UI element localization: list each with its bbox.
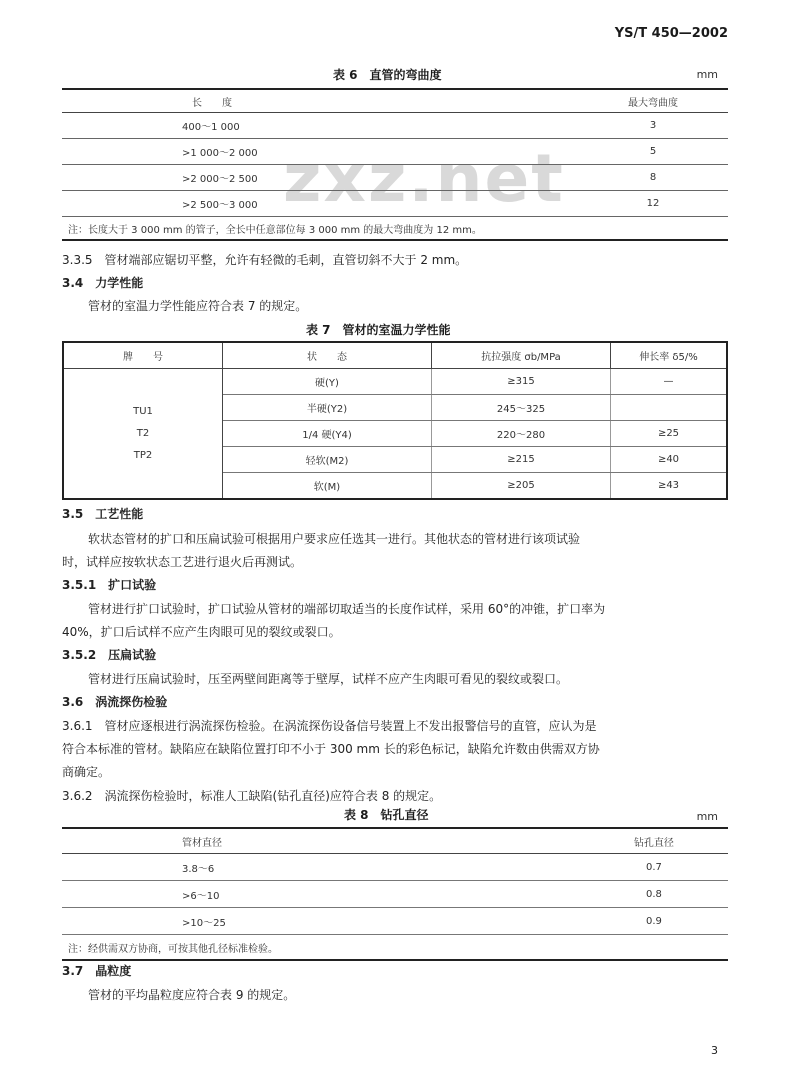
watermark: zxz.net [283, 140, 565, 217]
table-cell: >2 000～2 500 [62, 165, 578, 191]
table-cell: 245～325 [432, 395, 611, 421]
table-cell: 8 [578, 165, 728, 191]
table-cell: >1 000～2 000 [62, 139, 578, 165]
table-row [62, 113, 728, 139]
table-cell: 3.8～6 [62, 854, 580, 881]
table7 [62, 341, 728, 500]
heading-3-5-1: 3.5.1 扩口试验 [62, 578, 157, 592]
para-3-7: 管材的平均晶粒度应符合表 9 的规定。 [88, 988, 296, 1002]
table-row [62, 165, 728, 191]
table-note-row [62, 935, 728, 961]
heading-3-6: 3.6 涡流探伤检验 [62, 695, 168, 709]
table-cell: >10～25 [62, 908, 580, 935]
table-cell: >6～10 [62, 881, 580, 908]
column-header-drill-diameter: 钻孔直径 [580, 828, 728, 854]
table-header-row [63, 342, 727, 369]
column-header-elongation: 伸长率 δ5/% [611, 342, 728, 369]
para-3-5-1-line2: 40%，扩口后试样不应产生肉眼可见的裂纹或裂口。 [62, 625, 341, 639]
table-cell: 0.8 [580, 881, 728, 908]
table-cell [611, 395, 728, 421]
table-row [62, 191, 728, 217]
table-header-row [62, 89, 728, 113]
table-cell: ≥40 [611, 447, 728, 473]
column-header-max-bend: 最大弯曲度 [578, 89, 728, 113]
table6-note: 注：长度大于 3 000 mm 的管子，全长中任意部位每 3 000 mm 的最大弯曲度为 12 mm。 [62, 217, 728, 241]
table-cell: 0.9 [580, 908, 728, 935]
document-code: YS/T 450—2002 [614, 26, 728, 41]
table8-caption: 表 8 钻孔直径 [344, 808, 429, 822]
table-cell: 硬(Y) [223, 369, 432, 395]
para-3-5-line2: 时，试样应按软状态工艺进行退火后再测试。 [62, 555, 303, 569]
table-cell: 5 [578, 139, 728, 165]
para-3-4: 管材的室温力学性能应符合表 7 的规定。 [88, 299, 308, 313]
table-cell: 1/4 硬(Y4) [223, 421, 432, 447]
table-cell: 3 [578, 113, 728, 139]
table-row [62, 139, 728, 165]
table-cell: — [611, 369, 728, 395]
table-cell: >2 500～3 000 [62, 191, 578, 217]
table-row [62, 854, 728, 881]
para-3-5-2: 管材进行压扁试验时，压至两壁间距离等于壁厚，试样不应产生肉眼可看见的裂纹或裂口。 [88, 672, 569, 686]
column-header-brand: 牌 号 [63, 342, 223, 369]
table8-note: 注：经供需双方协商，可按其他孔径标准检验。 [62, 935, 728, 961]
heading-3-7: 3.7 晶粒度 [62, 964, 132, 978]
table-cell: ≥205 [432, 473, 611, 500]
table-cell: ≥43 [611, 473, 728, 500]
column-header-length: 长 度 [62, 89, 578, 113]
table-row [63, 369, 727, 395]
table6-unit: mm [696, 68, 718, 81]
table-cell: 软(M) [223, 473, 432, 500]
heading-3-5-2: 3.5.2 压扁试验 [62, 648, 157, 662]
para-3-6-1-line3: 商确定。 [62, 765, 111, 779]
table-cell: 轻软(M2) [223, 447, 432, 473]
table-row [62, 908, 728, 935]
table8 [62, 827, 728, 961]
brand-tu1: TU1 [133, 405, 153, 417]
table-cell: 0.7 [580, 854, 728, 881]
brand-cell [63, 369, 223, 500]
table6 [62, 88, 728, 241]
para-3-6-2: 3.6.2 涡流探伤检验时，标准人工缺陷(钻孔直径)应符合表 8 的规定。 [62, 789, 442, 803]
table-cell: ≥315 [432, 369, 611, 395]
column-header-tensile: 抗拉强度 σb/MPa [432, 342, 611, 369]
clause-3-3-5: 3.3.5 管材端部应锯切平整，允许有轻微的毛刺，直管切斜不大于 2 mm。 [62, 253, 468, 267]
table-cell: ≥25 [611, 421, 728, 447]
heading-3-4: 3.4 力学性能 [62, 276, 144, 290]
brand-t2: T2 [136, 427, 150, 439]
table6-caption: 表 6 直管的弯曲度 [333, 68, 442, 82]
page-number: 3 [711, 1044, 718, 1057]
para-3-6-1-line1: 3.6.1 管材应逐根进行涡流探伤检验。在涡流探伤设备信号装置上不发出报警信号的直管，应认为是 [62, 719, 597, 733]
para-3-5-1-line1: 管材进行扩口试验时，扩口试验从管材的端部切取适当的长度作试样，采用 60°的冲锥，扩口率为 [88, 602, 606, 616]
table7-caption: 表 7 管材的室温力学性能 [306, 323, 451, 337]
table-cell: ≥215 [432, 447, 611, 473]
table-cell: 12 [578, 191, 728, 217]
table-row [62, 881, 728, 908]
table-header-row [62, 828, 728, 854]
table8-unit: mm [696, 810, 718, 823]
brand-tp2: TP2 [133, 449, 153, 461]
heading-3-5: 3.5 工艺性能 [62, 507, 144, 521]
column-header-pipe-diameter: 管材直径 [62, 828, 580, 854]
table-cell: 220～280 [432, 421, 611, 447]
para-3-6-1-line2: 符合本标准的管材。缺陷应在缺陷位置打印不小于 300 mm 长的彩色标记，缺陷允许数由供需双方协 [62, 742, 600, 756]
para-3-5-line1: 软状态管材的扩口和压扁试验可根据用户要求应任选其一进行。其他状态的管材进行该项试验 [88, 532, 581, 546]
column-header-state: 状 态 [223, 342, 432, 369]
table-cell: 半硬(Y2) [223, 395, 432, 421]
table-cell: 400～1 000 [62, 113, 578, 139]
table-note-row [62, 217, 728, 241]
